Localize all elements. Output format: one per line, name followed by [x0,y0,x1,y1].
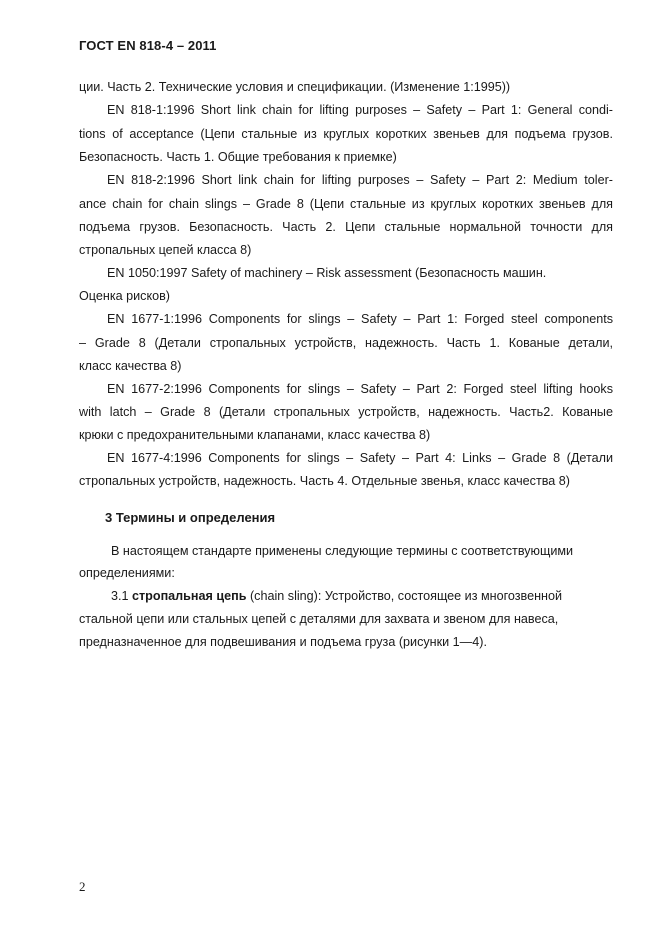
reference-line: EN 1050:1997 Safety of machinery – Risk assessment (Безопасность машин. [107,266,547,280]
reference-line: подъема грузов. Безопасность. Часть 2. Цепи стальные нормальной точности для [79,220,613,234]
reference-line: Безопасность. Часть 1. Общие требования к приемке) [79,150,397,164]
reference-line: Оценка рисков) [79,289,170,303]
reference-line: EN 1677-1:1996 Components for slings – Safety – Part 1: Forged steel components [107,312,613,326]
reference-line: EN 1677-2:1996 Components for slings – Safety – Part 2: Forged steel lifting hooks [107,382,613,396]
section-heading: 3 Термины и определения [105,510,276,525]
reference-line: EN 818-1:1996 Short link chain for lifting purposes – Safety – Part 1: General condi- [107,103,613,117]
definition-number: 3.1 [111,589,133,603]
definition-line: предназначенное для подвешивания и подъема груза (рисунки 1—4). [79,635,487,649]
reference-line: EN 1677-4:1996 Components for slings – Safety – Part 4: Links – Grade 8 (Детали [107,451,613,465]
page-number: 2 [79,879,86,894]
definition-first-line [111,588,613,604]
reference-line: ции. Часть 2. Технические условия и спецификации. (Изменение 1:1995)) [79,80,511,94]
definition-text: (chain sling): Устройство, состоящее из многозвенной [246,589,563,603]
definition-term: стропальная цепь [132,589,247,603]
section-intro-line: В настоящем стандарте применены следующие термины с соответствующими [111,544,574,558]
reference-line: ance chain for chain slings – Grade 8 (Цепи стальные из круглых коротких звеньев для [79,197,613,211]
document-header: ГОСТ EN 818-4 – 2011 [79,38,217,53]
reference-line: – Grade 8 (Детали стропальных устройств, надежность. Часть 1. Кованые детали, [79,336,613,350]
reference-line: класс качества 8) [79,359,182,373]
section-intro-line: определениями: [79,566,175,580]
reference-line: EN 818-2:1996 Short link chain for lifting purposes – Safety – Part 2: Medium toler- [107,173,613,187]
reference-line: стропальных цепей класса 8) [79,243,252,257]
reference-line: with latch – Grade 8 (Детали стропальных устройств, надежность. Часть2. Кованые [79,405,613,419]
reference-line: стропальных устройств, надежность. Часть 4. Отдельные звенья, класс качества 8) [79,474,570,488]
reference-line: tions of acceptance (Цепи стальные из круглых коротких звеньев для подъема грузов. [79,127,613,141]
definition-line: стальной цепи или стальных цепей с деталями для захвата и звеном для навеса, [79,612,559,626]
reference-line: крюки с предохранительными клапанами, класс качества 8) [79,428,431,442]
